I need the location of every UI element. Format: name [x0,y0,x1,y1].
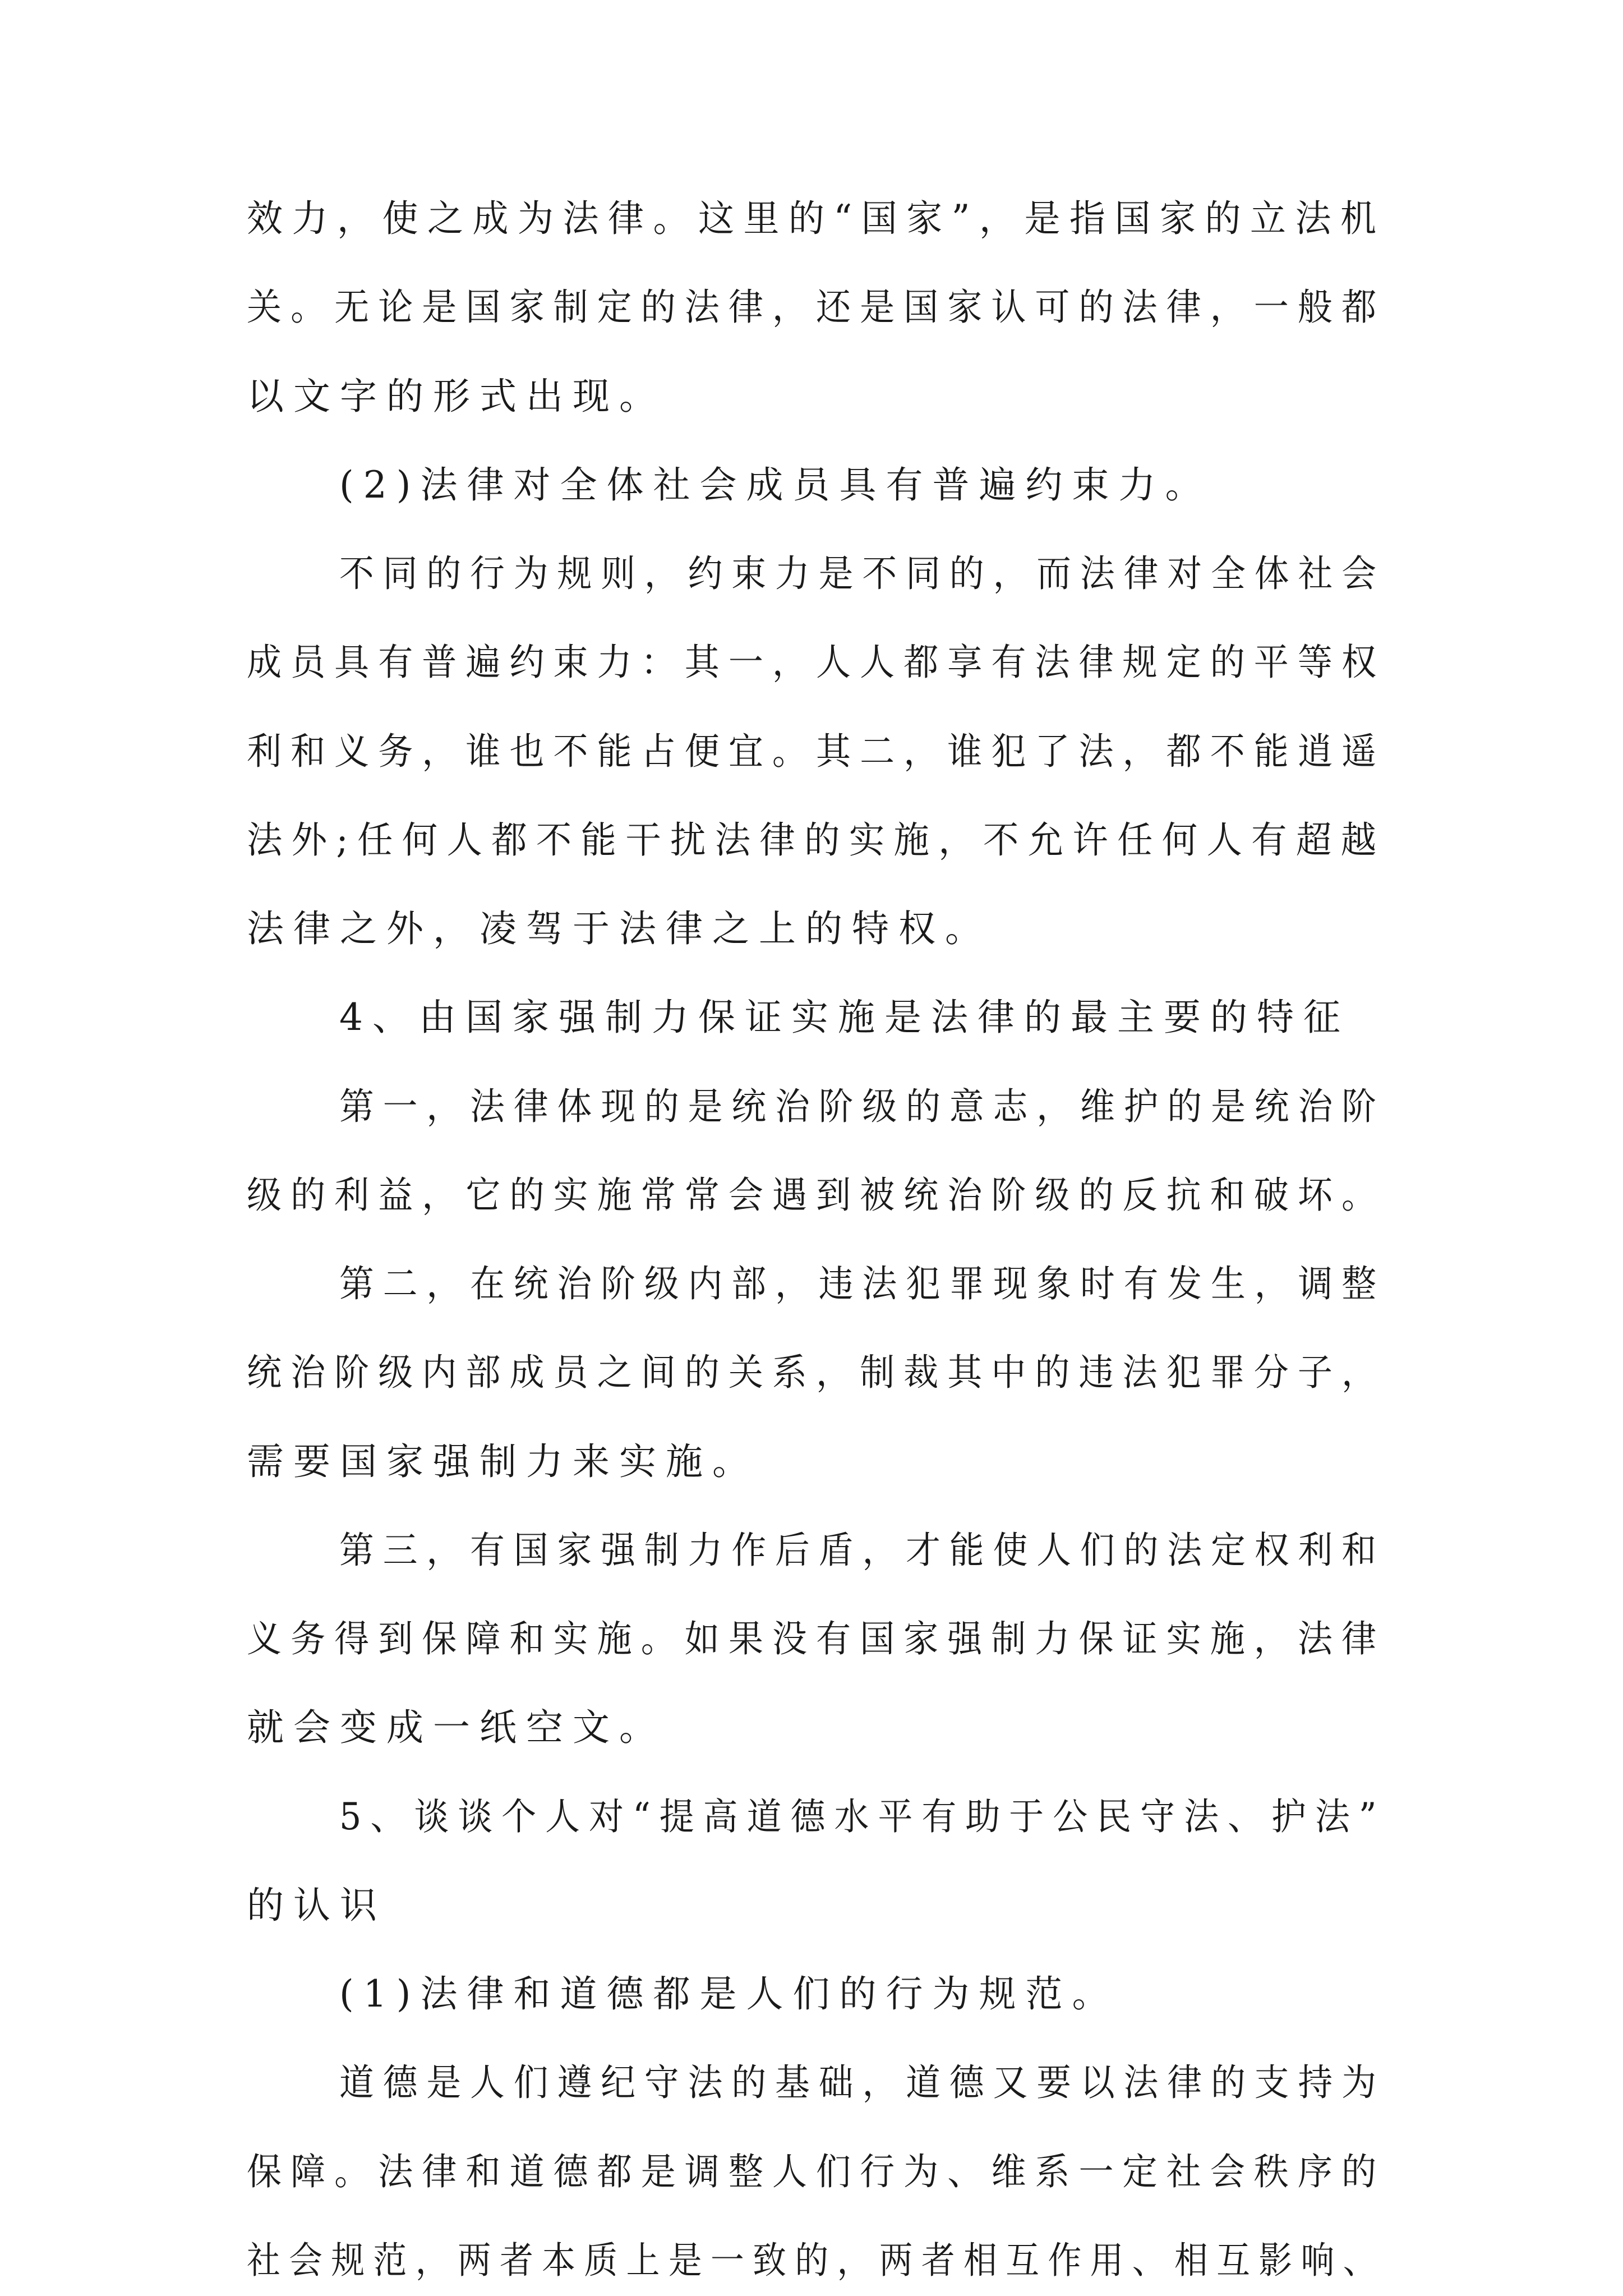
text-line-19: 5、谈谈个人对“提高道德水平有助于公民守法、护法” [339,1795,1386,1838]
text-line-2: 关。无论是国家制定的法律，还是国家认可的法律，一般都 [247,286,1386,329]
text-line-24: 社会规范，两者本质上是一致的，两者相互作用、相互影响、 [247,2239,1385,2282]
text-line-15: 需要国家强制力来实施。 [247,1440,759,1483]
text-line-16: 第三，有国家强制力作后盾，才能使人们的法定权利和 [339,1529,1385,1572]
text-line-20: 的认识 [247,1884,386,1927]
text-line-23: 保障。法律和道德都是调整人们行为、维系一定社会秩序的 [247,2150,1386,2193]
text-line-9: 法律之外，凌驾于法律之上的特权。 [247,907,992,950]
text-line-18: 就会变成一纸空文。 [247,1706,666,1749]
text-line-21: (1)法律和道德都是人们的行为规范。 [339,1972,1119,2016]
text-line-8: 法外;任何人都不能干扰法律的实施，不允许任何人有超越 [247,818,1386,862]
text-line-12: 级的利益，它的实施常常会遇到被统治阶级的反抗和破坏。 [247,1174,1386,1217]
text-line-3: 以文字的形式出现。 [247,375,666,418]
text-line-11: 第一，法律体现的是统治阶级的意志，维护的是统治阶 [339,1085,1385,1128]
text-line-4: (2)法律对全体社会成员具有普遍约束力。 [339,463,1212,507]
text-line-13: 第二，在统治阶级内部，违法犯罪现象时有发生，调整 [339,1262,1385,1305]
text-line-1: 效力，使之成为法律。这里的“国家”，是指国家的立法机 [247,197,1386,240]
text-line-7: 利和义务，谁也不能占便宜。其二，谁犯了法，都不能逍遥 [247,730,1386,773]
text-line-5: 不同的行为规则，约束力是不同的，而法律对全体社会 [339,552,1385,595]
text-line-10: 4、由国家强制力保证实施是法律的最主要的特征 [339,996,1350,1039]
text-line-17: 义务得到保障和实施。如果没有国家强制力保证实施，法律 [247,1617,1386,1660]
text-line-22: 道德是人们遵纪守法的基础，道德又要以法律的支持为 [339,2061,1385,2104]
text-line-14: 统治阶级内部成员之间的关系，制裁其中的违法犯罪分子， [247,1351,1386,1394]
text-line-6: 成员具有普遍约束力：其一，人人都享有法律规定的平等权 [247,641,1386,684]
